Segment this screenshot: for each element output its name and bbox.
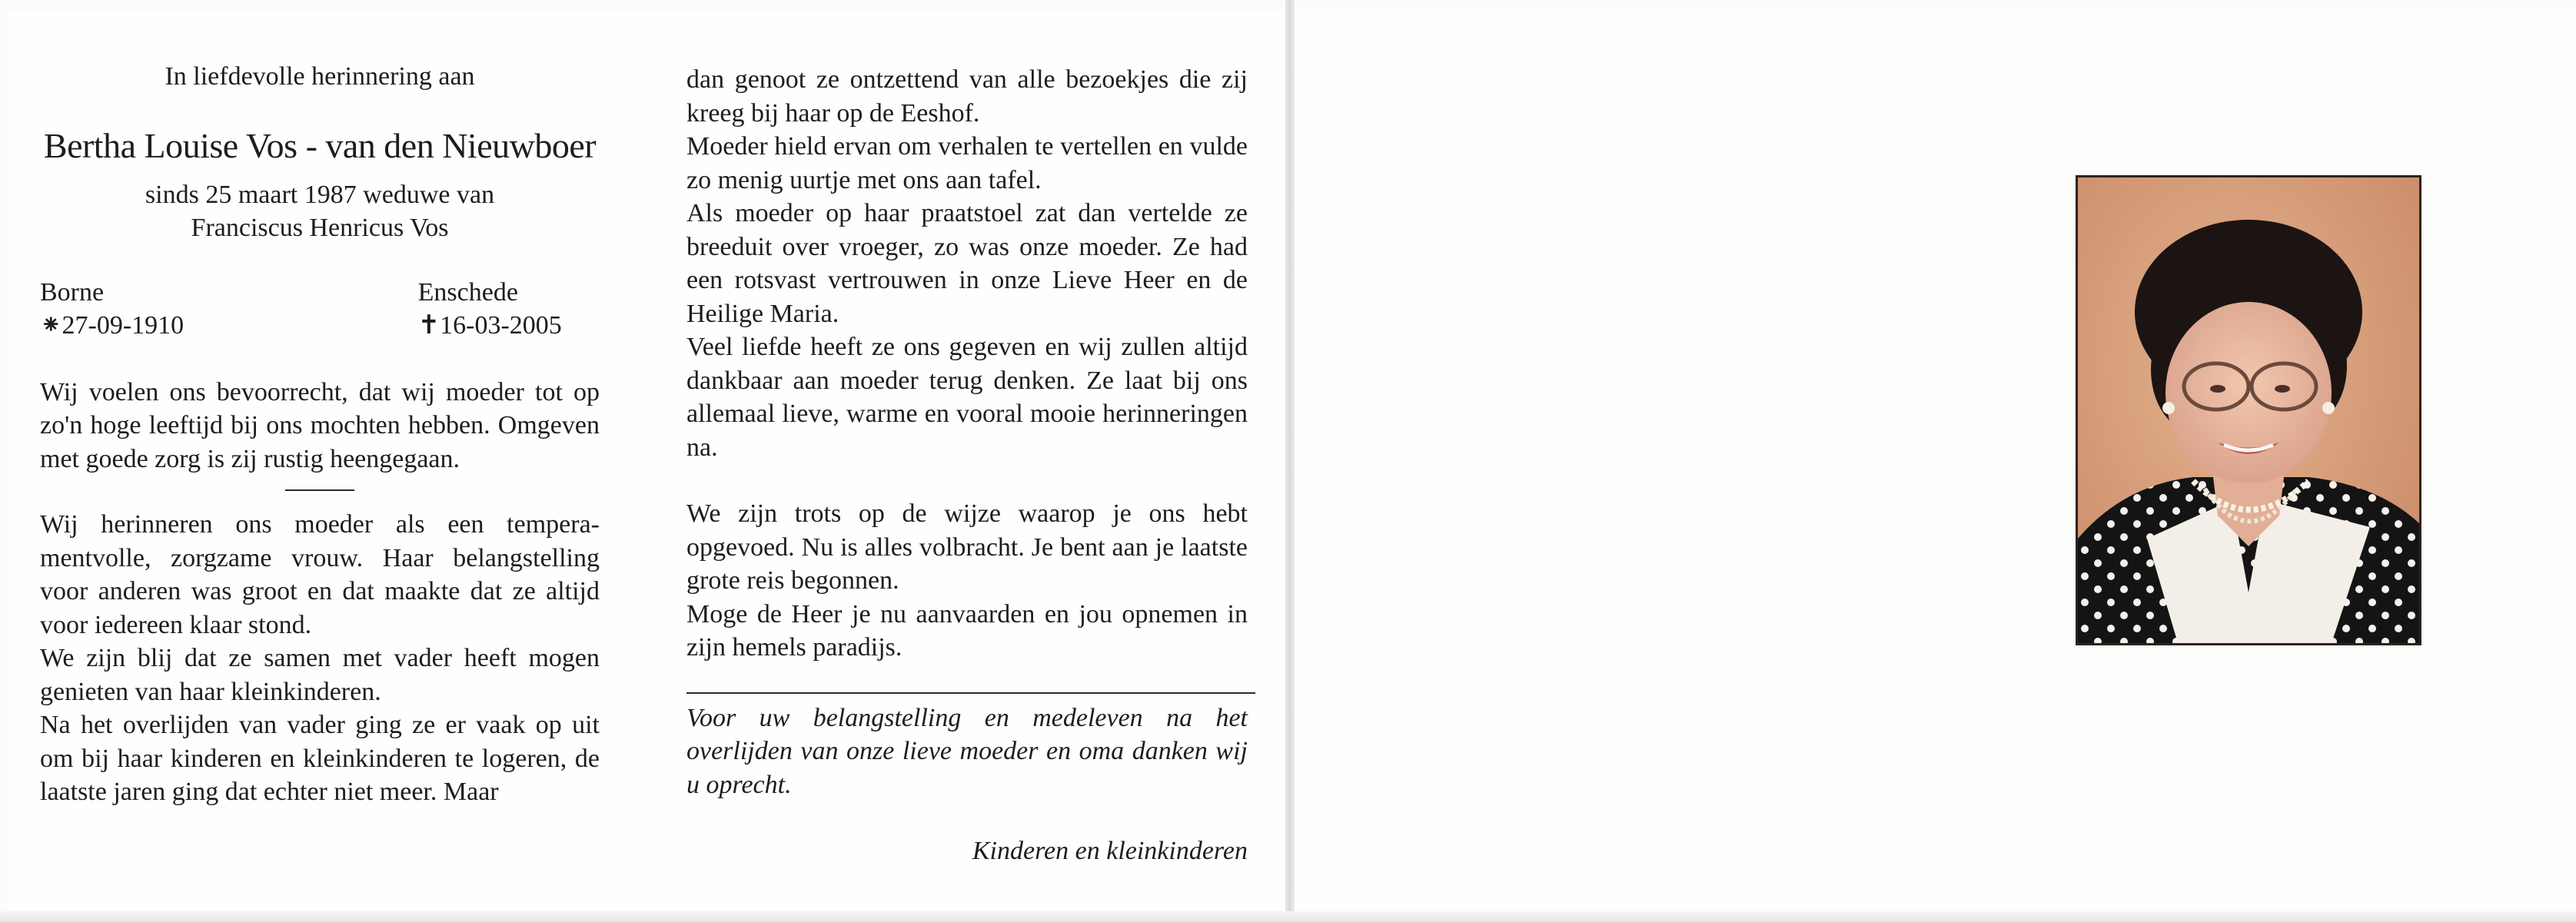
middle-paragraph-4: Veel liefde heeft ze ons gegeven en wij zullen altijd dankbaar aan moeder terug denken. Ze laat bij ons allemaal lieve, warme en vooral mooie herinneringen na. — [686, 333, 1248, 462]
portrait-illustration — [2078, 177, 2419, 643]
life-dates — [40, 276, 600, 343]
birth-date: 27-09-1910 — [61, 311, 184, 340]
middle-text-column — [686, 63, 1248, 894]
spacer — [686, 464, 1248, 497]
death-place: Enschede — [417, 277, 518, 307]
card-fold — [1285, 0, 1295, 922]
left-paragraph-3: We zijn blij dat ze samen met vader heeft mogen genieten van haar kleinkinderen. — [40, 644, 600, 706]
birth-star-icon: ⁕ — [40, 311, 62, 340]
left-paragraph-2: Wij herinneren ons moeder als een temperamentvolle, zorgzame vrouw. Haar belangstelling voor anderen was groot en dat maakte dat ze altijd voor iedereen klaar stond. — [40, 510, 600, 639]
middle-paragraph-6: Moge de Heer je nu aanvaarden en jou opnemen in zijn hemels paradijs. — [686, 599, 1248, 662]
middle-paragraph-5: We zijn trots op de wijze waarop je ons hebt opgevoed. Nu is alles volbracht. Je bent aan je laatste grote reis begonnen. — [686, 499, 1248, 595]
death-date-line — [418, 309, 600, 343]
cross-icon: ✝ — [417, 311, 440, 340]
left-paragraph-4: Na het overlijden van vader ging ze er vaak op uit om bij haar kinderen en kleinkinderen te logeren, de laatste jaren ging dat echter niet meer. Maar — [40, 711, 600, 806]
birth-block — [40, 276, 418, 343]
left-paragraph-1: Wij voelen ons bevoorrecht, dat wij moeder tot op zo'n hoge leeftijd bij ons mochten hebben. Omgeven met goede zorg is zij rustig heengegaan. — [40, 377, 600, 473]
birth-date-line — [40, 309, 418, 343]
long-divider — [686, 692, 1255, 694]
middle-paragraph-1: dan genoot ze ontzettend van alle bezoekjes die zij kreeg bij haar op de Eeshof. — [686, 65, 1248, 128]
birth-place: Borne — [40, 277, 105, 307]
death-date: 16-03-2005 — [440, 311, 562, 340]
spacer — [40, 343, 600, 376]
middle-paragraph-2: Moeder hield ervan om verhalen te vertellen en vulde zo menig uurtje met ons aan tafel. — [686, 132, 1248, 194]
signoff: Kinderen en kleinkinderen — [972, 837, 1248, 865]
thanks-note: Voor uw belangstelling en medeleven na het overlijden van onze lieve moeder en oma danken wij u oprecht. — [686, 703, 1248, 799]
card-bottom-edge — [0, 911, 2576, 922]
portrait-photo — [2076, 175, 2421, 645]
short-divider — [285, 489, 354, 491]
deceased-name: Bertha Louise Vos - van den Nieuwboer — [43, 125, 597, 165]
left-text-column — [40, 60, 600, 809]
widow-line-2: Franciscus Henricus Vos — [191, 214, 449, 242]
widow-line-1: sinds 25 maart 1987 weduwe van — [145, 180, 495, 209]
middle-paragraph-3: Als moeder op haar praatstoel zat dan vertelde ze breeduit over vroeger, zo was onze moeder. Ze had een rotsvast vertrouwen in onze Lieve Heer en de Heilige Maria. — [686, 199, 1248, 328]
intro-line: In liefdevolle herinnering aan — [165, 62, 475, 91]
death-block — [418, 276, 600, 343]
